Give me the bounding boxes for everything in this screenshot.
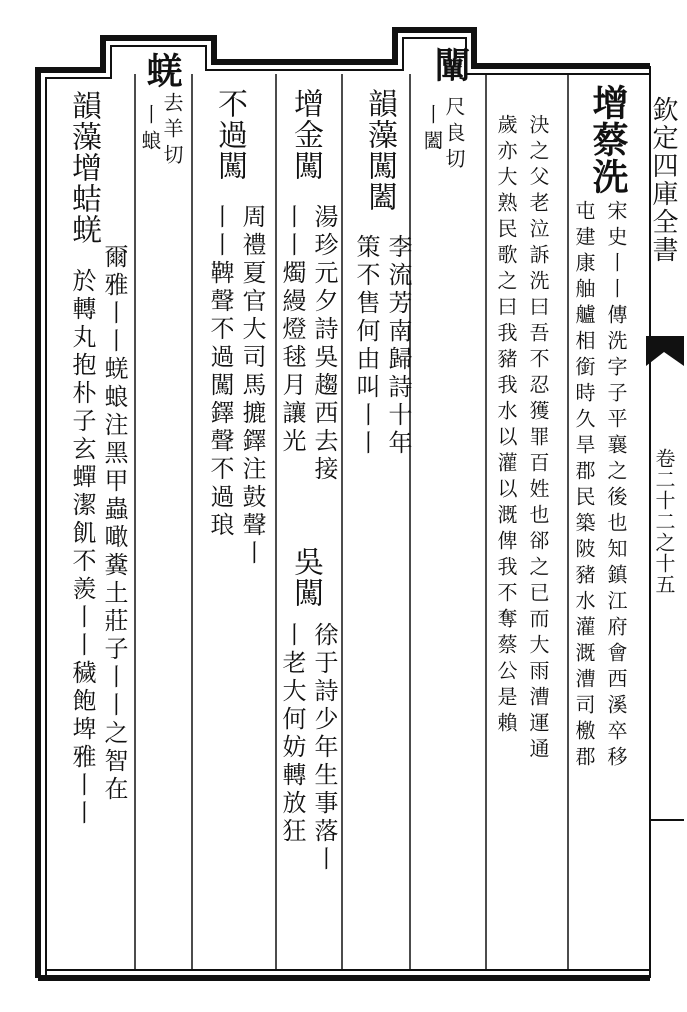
entry-head-cai-xian: 增蔡洗 — [587, 84, 629, 195]
entry-text: 李流芳南歸詩十年 — [384, 234, 412, 458]
entry-head-jiejie: 韻藻增蛣蜣 — [66, 90, 101, 245]
fanqie-reading: 去羊切 — [160, 92, 184, 170]
entry-text: 宋史丨丨傳洗字子平襄之後也知鎮江府會西溪卒移 — [604, 200, 628, 772]
entry-text: 徐于詩少年生事落丨 — [310, 622, 338, 874]
entry-text: 於轉丸抱朴子玄蟬潔飢不羨丨丨穢飽埤雅丨丨 — [68, 268, 96, 828]
compound-gloss: 丨闔 — [420, 104, 444, 156]
book-title: 欽定四庫全書 — [648, 96, 678, 264]
entry-text: 爾雅丨丨蜣蜋注黑甲蟲噉糞土莊子丨丨之智在 — [100, 244, 128, 804]
entry-text: 湯珍元夕詩吳趨西去接 — [310, 204, 338, 484]
entry-head-buguo: 不過闖 — [212, 88, 247, 181]
chapter-number: 卷二十二之十五 — [652, 448, 676, 595]
entry-text: 丨老大何妨轉放狂 — [278, 622, 306, 846]
entry-head-changhe: 韻藻闖闔 — [362, 88, 397, 212]
head-character-jie: 蜣 — [141, 52, 183, 89]
entry-text: 丨丨燭縵燈毬月讓光 — [278, 204, 306, 456]
entry-text: 丨丨鞞聲不過闖鐸聲不過琅 — [206, 204, 234, 540]
entry-head-jin: 增金闖 — [288, 88, 323, 181]
fanqie-reading: 尺良切 — [442, 96, 466, 174]
entry-text: 策不售何由叫丨丨 — [352, 234, 380, 458]
entry-text: 屯建康舳艫相銜時久旱郡民築陂豬水灌溉漕司檄郡 — [572, 200, 596, 772]
entry-text: 周禮夏官大司馬摝鐸注鼓聲丨 — [238, 204, 266, 568]
entry-text: 歲亦大熟民歌之曰我豬我水以灌以溉俾我不奪蔡公是賴 — [494, 114, 518, 738]
entry-head-wu: 吳闖 — [288, 546, 323, 608]
entry-text: 決之父老泣訴洗曰吾不忍獲罪百姓也郤之已而大雨漕運通 — [526, 114, 550, 764]
head-character-chan: 闡 — [429, 46, 471, 83]
compound-gloss: 丨蜋 — [138, 104, 162, 156]
